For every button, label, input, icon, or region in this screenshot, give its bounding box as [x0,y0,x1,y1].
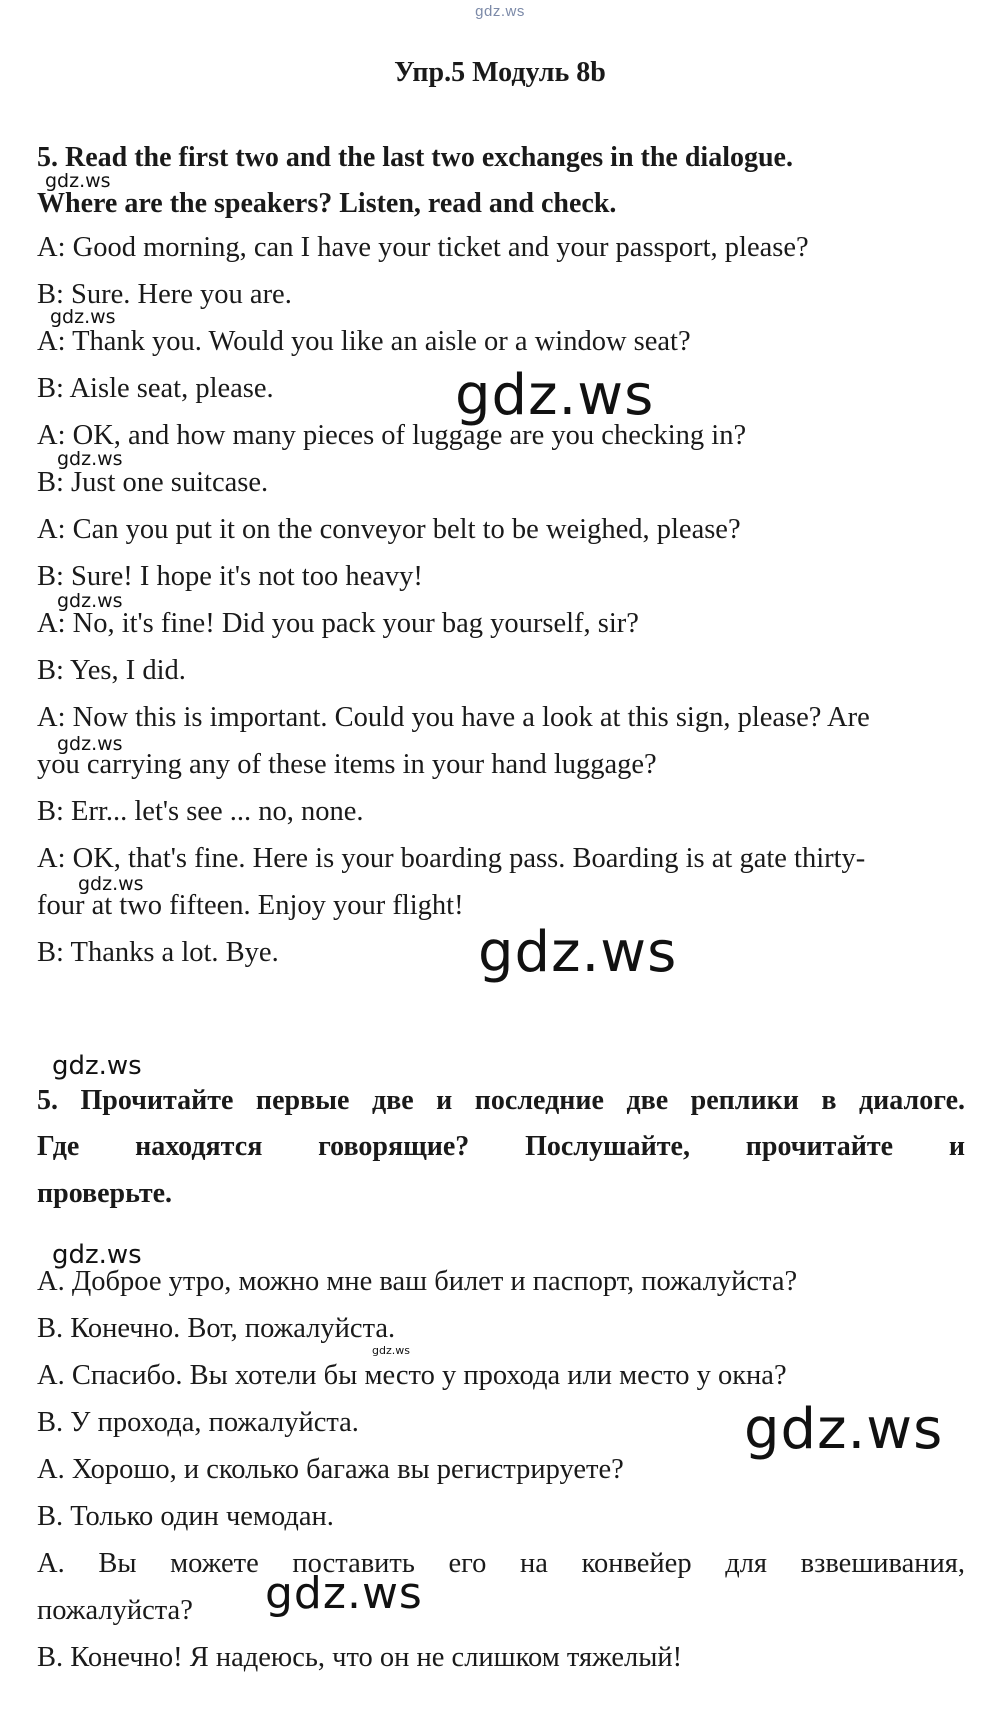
russian-line: А. Спасибо. Вы хотели бы место у прохода или место у окна? [37,1360,787,1391]
watermark-small: gdz.ws [57,448,123,470]
english-line: A: Thank you. Would you like an aisle or a window seat? [37,326,691,357]
watermark-medium: gdz.ws [52,1051,142,1081]
russian-heading-line-3: проверьте. [37,1178,173,1209]
english-line: four at two fifteen. Enjoy your flight! [37,890,464,921]
watermark-large: gdz.ws [478,920,678,985]
russian-line: А. Хорошо, и сколько багажа вы регистрируете? [37,1454,624,1485]
watermark-large: gdz.ws [744,1397,944,1462]
watermark-medium: gdz.ws [52,1240,142,1270]
english-line: A: Now this is important. Could you have a look at this sign, please? Are [37,702,870,733]
watermark-small: gdz.ws [78,873,144,895]
russian-line: пожалуйста? [37,1595,193,1626]
watermark-small: gdz.ws [50,306,116,328]
english-line: A: OK, and how many pieces of luggage are you checking in? [37,420,747,451]
english-line: B: Thanks a lot. Bye. [37,937,279,968]
russian-line: В. У прохода, пожалуйста. [37,1407,359,1438]
russian-line: В. Конечно! Я надеюсь, что он не слишком тяжелый! [37,1642,683,1673]
english-line: A: Can you put it on the conveyor belt to be weighed, please? [37,514,741,545]
english-line: B: Err... let's see ... no, none. [37,796,364,827]
russian-line: В. Только один чемодан. [37,1501,334,1532]
english-line: B: Aisle seat, please. [37,373,274,404]
english-line: B: Sure! I hope it's not too heavy! [37,561,423,592]
russian-line: А. Доброе утро, можно мне ваш билет и паспорт, пожалуйста? [37,1266,798,1297]
english-line: A: Good morning, can I have your ticket and your passport, please? [37,232,809,263]
russian-line: А. Вы можете поставить его на конвейер для взвешивания, [37,1548,965,1579]
english-line: B: Just one suitcase. [37,467,269,498]
watermark-small: gdz.ws [57,590,123,612]
english-line: B: Sure. Here you are. [37,279,292,310]
english-line: you carrying any of these items in your hand luggage? [37,749,657,780]
watermark-small: gdz.ws [57,733,123,755]
watermark-large: gdz.ws [265,1568,423,1619]
english-heading-line-1: 5. Read the first two and the last two exchanges in the dialogue. [37,142,793,173]
english-line: B: Yes, I did. [37,655,186,686]
watermark-large: gdz.ws [455,363,655,428]
watermark-small: gdz.ws [45,170,111,192]
watermark-tiny: gdz.ws [372,1344,410,1357]
page-title: Упр.5 Модуль 8b [394,57,606,88]
russian-heading-line-2: Где находятся говорящие? Послушайте, прочитайте и [37,1131,965,1162]
english-line: A: OK, that's fine. Here is your boarding pass. Boarding is at gate thirty- [37,843,866,874]
english-heading-line-2: Where are the speakers? Listen, read and check. [37,188,617,219]
english-line: A: No, it's fine! Did you pack your bag yourself, sir? [37,608,639,639]
russian-line: В. Конечно. Вот, пожалуйста. [37,1313,396,1344]
watermark-top: gdz.ws [475,3,525,20]
russian-heading-line-1: 5. Прочитайте первые две и последние две реплики в диалоге. [37,1085,965,1116]
